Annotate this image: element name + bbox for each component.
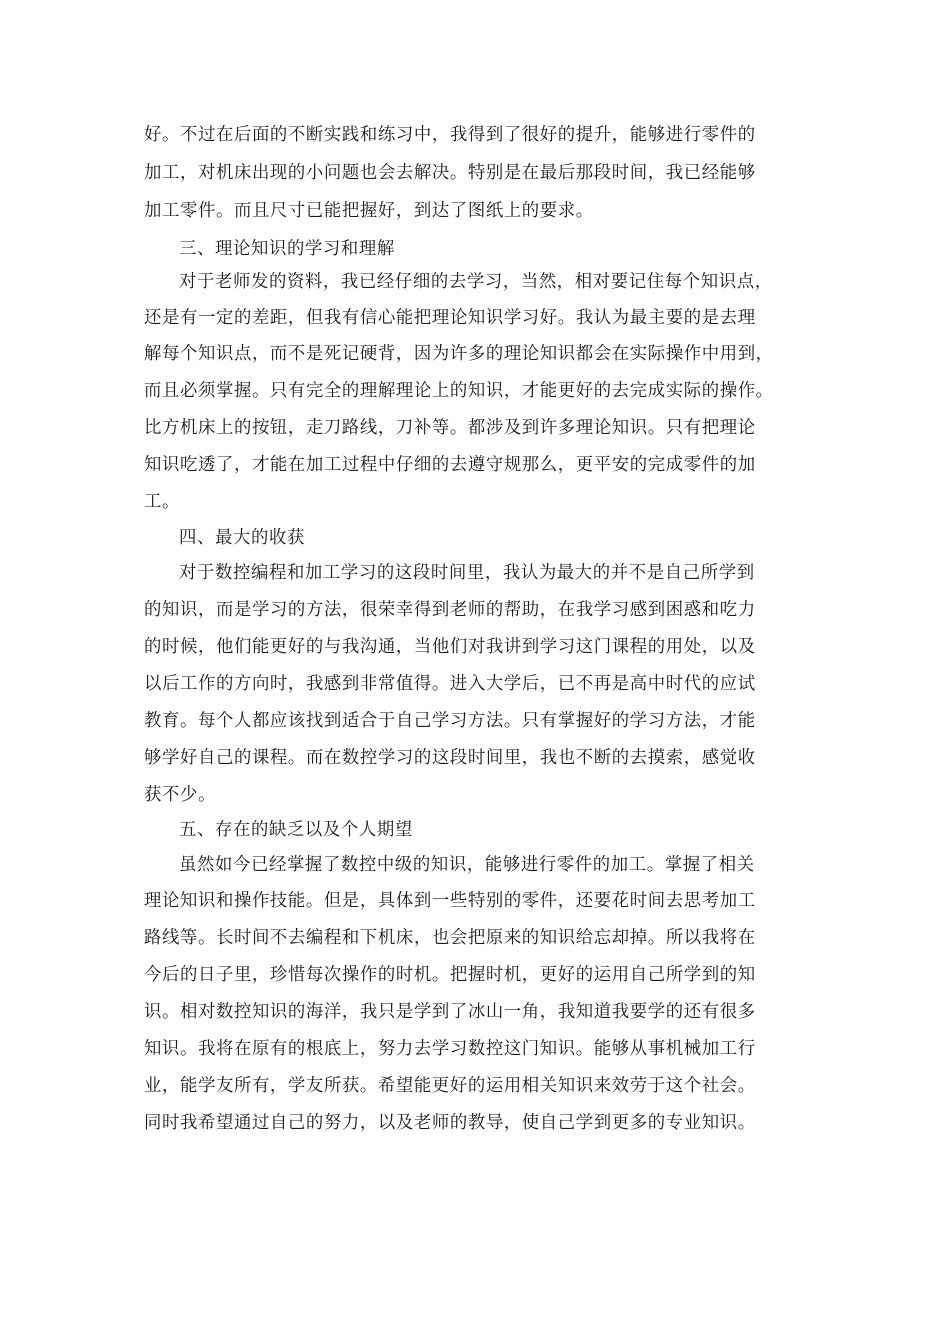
text-line: 对于老师发的资料，我已经仔细的去学习，当然，相对要记住每个知识点， <box>179 272 773 292</box>
text-line: 获不少。 <box>144 785 216 805</box>
text-line: 对于数控编程和加工学习的这段时间里，我认为最大的并不是自己所学到 <box>179 563 755 583</box>
text-line: 好。不过在后面的不断实践和练习中，我得到了很好的提升，能够进行零件的 <box>144 125 756 145</box>
text-line: 加工零件。而且尺寸已能把握好，到达了图纸上的要求。 <box>144 201 594 221</box>
text-line: 加工，对机床出现的小问题也会去解决。特别是在最后那段时间，我已经能够 <box>144 163 756 183</box>
text-line: 识。相对数控知识的海洋，我只是学到了冰山一角，我知道我要学的还有很多 <box>144 1002 756 1022</box>
text-line: 比方机床上的按钮，走刀路线，刀补等。都涉及到许多理论知识。只有把理论 <box>144 418 756 438</box>
text-line: 知识吃透了，才能在加工过程中仔细的去遵守规那么，更平安的完成零件的加 <box>144 455 756 475</box>
text-line: 还是有一定的差距，但我有信心能把理论知识学习好。我认为最主要的是去理 <box>144 308 756 328</box>
section-heading: 五、存在的缺乏以及个人期望 <box>179 820 413 840</box>
text-line: 虽然如今已经掌握了数控中级的知识，能够进行零件的加工。掌握了相关 <box>179 855 755 875</box>
text-line: 工。 <box>144 492 180 512</box>
text-line: 以后工作的方向时，我感到非常值得。进入大学后，已不再是高中时代的应试 <box>144 674 756 694</box>
text-line: 教育。每个人都应该找到适合于自己学习方法。只有掌握好的学习方法，才能 <box>144 711 756 731</box>
text-line: 的时候，他们能更好的与我沟通，当他们对我讲到学习这门课程的用处，以及 <box>144 637 756 657</box>
text-line: 同时我希望通过自己的努力，以及老师的教导，使自己学到更多的专业知识。 <box>144 1113 756 1133</box>
text-line: 路线等。长时间不去编程和下机床，也会把原来的知识给忘却掉。所以我将在 <box>144 928 756 948</box>
text-line: 业，能学友所有，学友所获。希望能更好的运用相关知识来效劳于这个社会。 <box>144 1076 756 1096</box>
text-line: 理论知识和操作技能。但是，具体到一些特别的零件，还要花时间去思考加工 <box>144 891 756 911</box>
section-heading: 四、最大的收获 <box>179 528 305 548</box>
text-line: 的知识，而是学习的方法，很荣幸得到老师的帮助，在我学习感到困惑和吃力 <box>144 600 756 620</box>
text-line: 今后的日子里，珍惜每次操作的时机。把握时机，更好的运用自己所学到的知 <box>144 965 756 985</box>
text-line: 知识。我将在原有的根底上，努力去学习数控这门知识。能够从事机械加工行 <box>144 1039 756 1059</box>
text-line: 解每个知识点，而不是死记硬背，因为许多的理论知识都会在实际操作中用到， <box>144 344 774 364</box>
text-line: 够学好自己的课程。而在数控学习的这段时间里，我也不断的去摸索，感觉收 <box>144 748 756 768</box>
text-line: 而且必须掌握。只有完全的理解理论上的知识，才能更好的去完成实际的操作。 <box>144 381 774 401</box>
section-heading: 三、理论知识的学习和理解 <box>179 239 395 259</box>
